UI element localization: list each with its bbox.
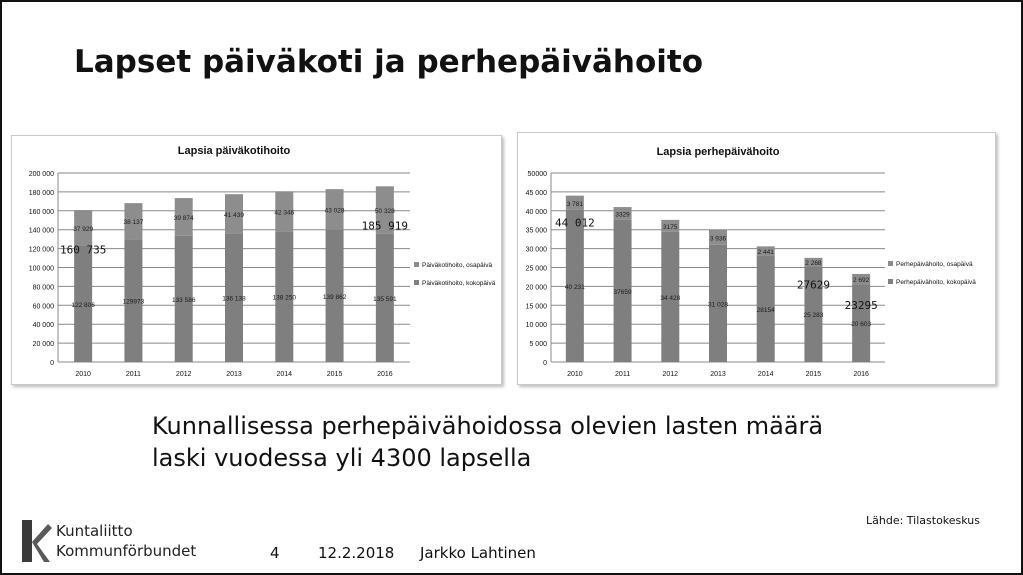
data-label: 2 692 xyxy=(853,277,870,285)
y-tick-label: 60 000 xyxy=(32,303,54,311)
source-note: Lähde: Tilastokeskus xyxy=(866,514,981,527)
data-label: 31 028 xyxy=(708,301,728,309)
data-label: 3329 xyxy=(615,211,630,219)
chart-family-daycare-svg xyxy=(518,133,995,384)
x-tick-label: 2010 xyxy=(567,371,583,378)
data-label: 122 806 xyxy=(71,301,95,309)
data-label: 25 283 xyxy=(803,312,824,320)
data-label: 138 250 xyxy=(272,294,297,302)
data-label: 42 346 xyxy=(274,209,295,217)
caption-line-1: Kunnallisessa perhepäivähoidossa olevien lasten määrä xyxy=(152,412,824,440)
y-tick-label: 100 000 xyxy=(28,265,54,273)
x-tick-label: 2013 xyxy=(710,371,726,378)
x-tick-label: 2011 xyxy=(125,371,141,378)
x-tick-label: 2014 xyxy=(276,371,293,378)
data-label: 28154 xyxy=(756,306,775,314)
x-tick-label: 2015 xyxy=(805,371,822,378)
data-label: 136 138 xyxy=(222,295,246,303)
logo-line-2: Kommunförbundet xyxy=(56,542,197,560)
data-label: 2 441 xyxy=(757,248,774,256)
chart-title: Lapsia perhepäivähoito xyxy=(656,146,780,158)
data-label: 40 231 xyxy=(564,283,585,291)
x-tick-label: 2013 xyxy=(226,371,242,378)
data-label: 133 586 xyxy=(171,296,196,304)
data-label: 37 929 xyxy=(73,226,94,234)
x-tick-label: 2016 xyxy=(853,371,869,378)
data-label: 3175 xyxy=(663,223,678,231)
y-tick-label: 40 000 xyxy=(525,208,547,216)
annotation-label: 185 919 xyxy=(361,219,409,233)
data-label: 135 591 xyxy=(373,295,397,303)
y-tick-label: 10 000 xyxy=(525,322,547,330)
y-tick-label: 5 000 xyxy=(529,341,547,349)
y-tick-label: 50000 xyxy=(527,171,547,178)
page-number: 4 xyxy=(270,544,280,562)
data-label: 20 603 xyxy=(851,321,872,329)
chart-family-daycare xyxy=(517,132,996,385)
logo-line-1: Kuntaliitto xyxy=(56,522,133,540)
kuntaliitto-logo xyxy=(20,518,220,564)
y-tick-label: 160 000 xyxy=(28,208,54,216)
annotation-label: 44 012 xyxy=(554,216,595,230)
slide-caption xyxy=(152,410,823,474)
y-tick-label: 140 000 xyxy=(28,227,54,235)
chart-daycare xyxy=(11,135,502,385)
slide-title: Lapset päiväkoti ja perhepäivähoito xyxy=(74,44,704,80)
y-tick-label: 30 000 xyxy=(525,246,547,254)
y-tick-label: 25 000 xyxy=(525,265,547,273)
legend-swatch xyxy=(414,280,419,285)
x-tick-label: 2011 xyxy=(615,371,631,378)
legend-swatch xyxy=(888,261,893,266)
legend-entry: Perhepäivähoito, osapäivä xyxy=(896,261,973,268)
logo-mark-icon xyxy=(20,518,54,564)
y-tick-label: 200 000 xyxy=(28,171,54,178)
annotation-label: 23295 xyxy=(844,299,878,313)
chart-title: Lapsia päiväkotihoito xyxy=(177,145,291,157)
x-tick-label: 2010 xyxy=(75,371,91,378)
y-tick-label: 35 000 xyxy=(525,227,547,235)
y-tick-label: 180 000 xyxy=(28,189,54,197)
y-tick-label: 15 000 xyxy=(525,303,547,311)
data-label: 43 028 xyxy=(324,207,345,215)
presenter-name: Jarkko Lahtinen xyxy=(420,544,536,562)
annotation-label: 160 735 xyxy=(59,243,107,257)
y-tick-label: 20 000 xyxy=(32,341,54,349)
data-label: 38 137 xyxy=(123,219,144,227)
x-tick-label: 2015 xyxy=(326,371,343,378)
x-tick-label: 2012 xyxy=(175,371,192,378)
y-tick-label: 20 000 xyxy=(525,284,547,292)
legend-swatch xyxy=(888,279,893,284)
data-label: 2 268 xyxy=(805,260,822,268)
y-tick-label: 80 000 xyxy=(32,284,54,292)
data-label: 37659 xyxy=(613,288,632,296)
data-label: 3 781 xyxy=(566,200,583,208)
x-tick-label: 2016 xyxy=(377,371,393,378)
data-label: 3 936 xyxy=(709,235,727,243)
slide-date: 12.2.2018 xyxy=(318,544,395,562)
data-label: 50 328 xyxy=(374,208,395,216)
data-label: 139 862 xyxy=(322,293,347,301)
data-label: 41 439 xyxy=(224,211,244,219)
data-label: 34 428 xyxy=(660,294,681,302)
data-label: 129973 xyxy=(122,298,145,306)
y-tick-label: 0 xyxy=(543,360,547,367)
legend-entry: Päiväkotihoito, osapäivä xyxy=(422,262,493,269)
y-tick-label: 120 000 xyxy=(28,246,54,254)
legend-entry: Perhepäivähoito, kokopäivä xyxy=(896,279,976,286)
caption-line-2: laski vuodessa yli 4300 lapsella xyxy=(152,444,532,472)
data-label: 39 874 xyxy=(173,214,194,222)
y-tick-label: 40 000 xyxy=(32,322,54,330)
x-tick-label: 2012 xyxy=(662,371,679,378)
annotation-label: 27629 xyxy=(796,278,830,292)
chart-daycare-svg xyxy=(12,136,501,384)
y-tick-label: 45 000 xyxy=(525,189,547,197)
legend-swatch xyxy=(414,262,419,267)
x-tick-label: 2014 xyxy=(757,371,774,378)
y-tick-label: 0 xyxy=(50,360,54,367)
legend-entry: Päiväkotihoito, kokopäivä xyxy=(422,280,496,287)
